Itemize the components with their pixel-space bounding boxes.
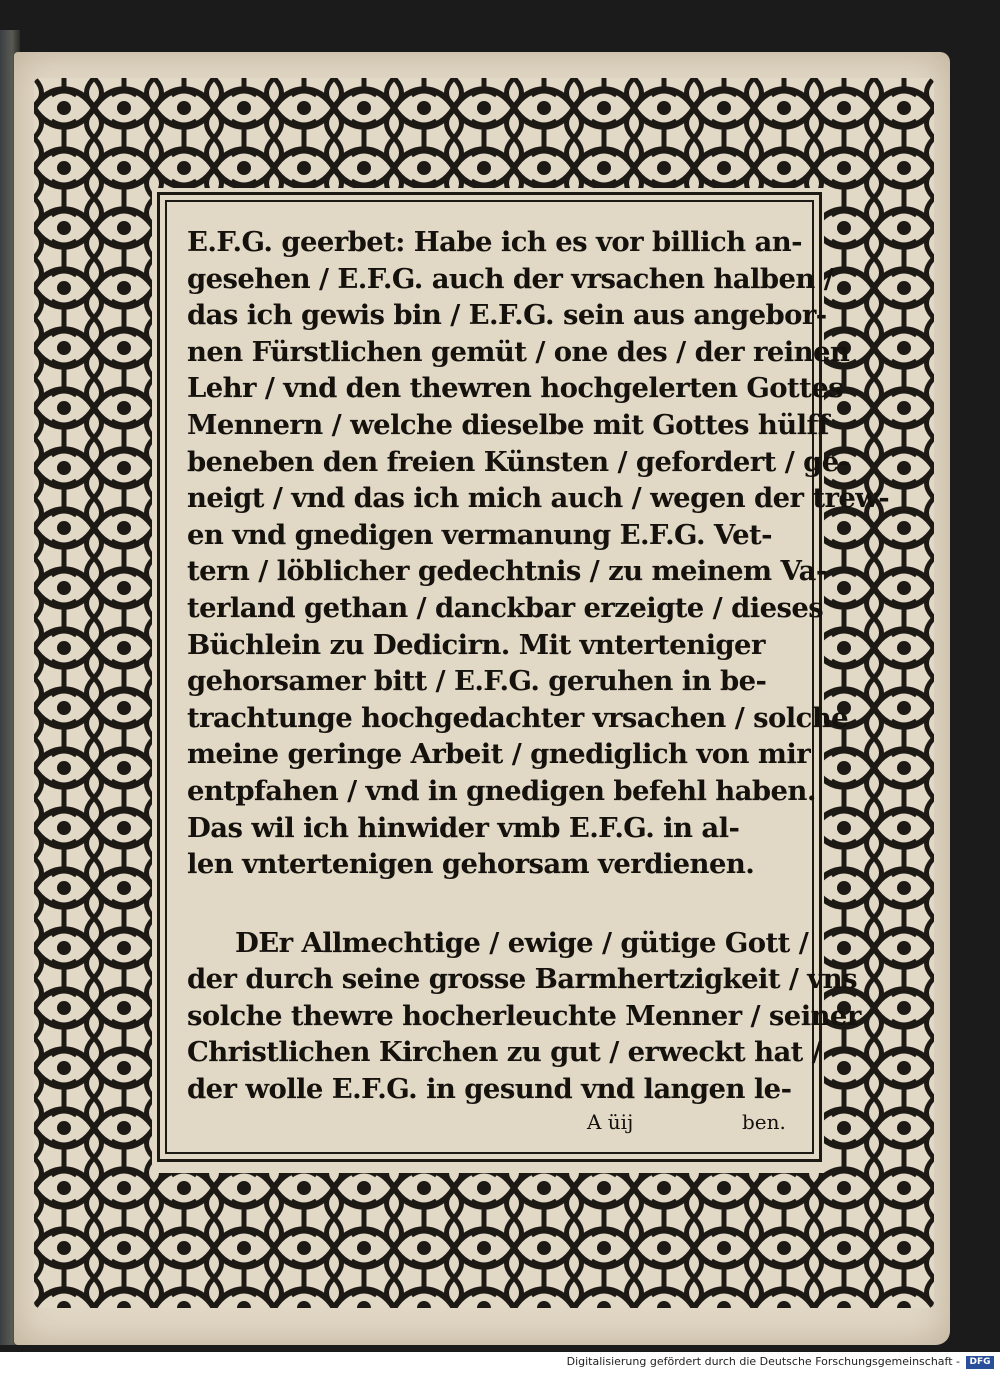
text-line: en vnd gnedigen vermanung E.F.G. Vet-	[187, 518, 772, 551]
catchword: ben.	[742, 1109, 786, 1134]
text-line: Das wil ich hinwider vmb E.F.G. in al-	[187, 811, 740, 844]
text-line: terland gethan / danckbar erzeigte / dieses	[187, 591, 824, 624]
text-line: solche thewre hocherleuchte Menner / seiner	[187, 999, 861, 1032]
footer-credit: Digitalisierung gefördert durch die Deutsche Forschungsgemeinschaft -	[566, 1355, 960, 1368]
signature-mark: A üij	[587, 1109, 634, 1134]
signature-row	[187, 1110, 797, 1140]
text-line: der wolle E.F.G. in gesund vnd langen le-	[187, 1073, 792, 1106]
body-text	[187, 224, 890, 1140]
text-line: Büchlein zu Dedicirn. Mit vnterteniger	[187, 628, 765, 661]
dfg-logo: DFG	[966, 1356, 994, 1369]
text-line: Mennern / welche dieselbe mit Gottes hülff	[187, 408, 829, 441]
text-line: Lehr / vnd den thewren hochgelerten Gottes	[187, 372, 844, 405]
text-line: E.F.G. geerbet: Habe ich es vor billich an-	[187, 226, 802, 258]
text-line: Christlichen Kirchen zu gut / erweckt hat /	[187, 1036, 822, 1069]
text-line: trachtunge hochgedachter vrsachen / solche	[187, 701, 849, 734]
text-panel	[165, 200, 890, 1154]
text-line: neigt / vnd das ich mich auch / wegen der trew-	[187, 482, 890, 515]
paragraph-gap	[187, 883, 797, 925]
text-line: len vntertenigen gehorsam verdienen.	[187, 848, 755, 881]
text-line: entpfahen / vnd in gnedigen befehl haben.	[187, 774, 816, 807]
text-line: das ich gewis bin / E.F.G. sein aus angebor-	[187, 299, 827, 332]
text-line: gehorsamer bitt / E.F.G. geruhen in be-	[187, 665, 767, 698]
text-line: gesehen / E.F.G. auch der vrsachen halben /	[187, 262, 834, 295]
footer-bar	[0, 1352, 1000, 1374]
text-line: der durch seine grosse Barmhertzigkeit / vns	[187, 963, 857, 996]
text-line: beneben den freien Künsten / gefordert / ge-	[187, 445, 850, 478]
text-line: meine geringe Arbeit / gnediglich von mir	[187, 738, 811, 771]
text-line: nen Fürstlichen gemüt / one des / der reinen	[187, 335, 850, 368]
text-line: tern / löblicher gedechtnis / zu meinem Va-	[187, 555, 827, 588]
text-line: DEr Allmechtige / ewige / gütige Gott /	[235, 926, 809, 959]
